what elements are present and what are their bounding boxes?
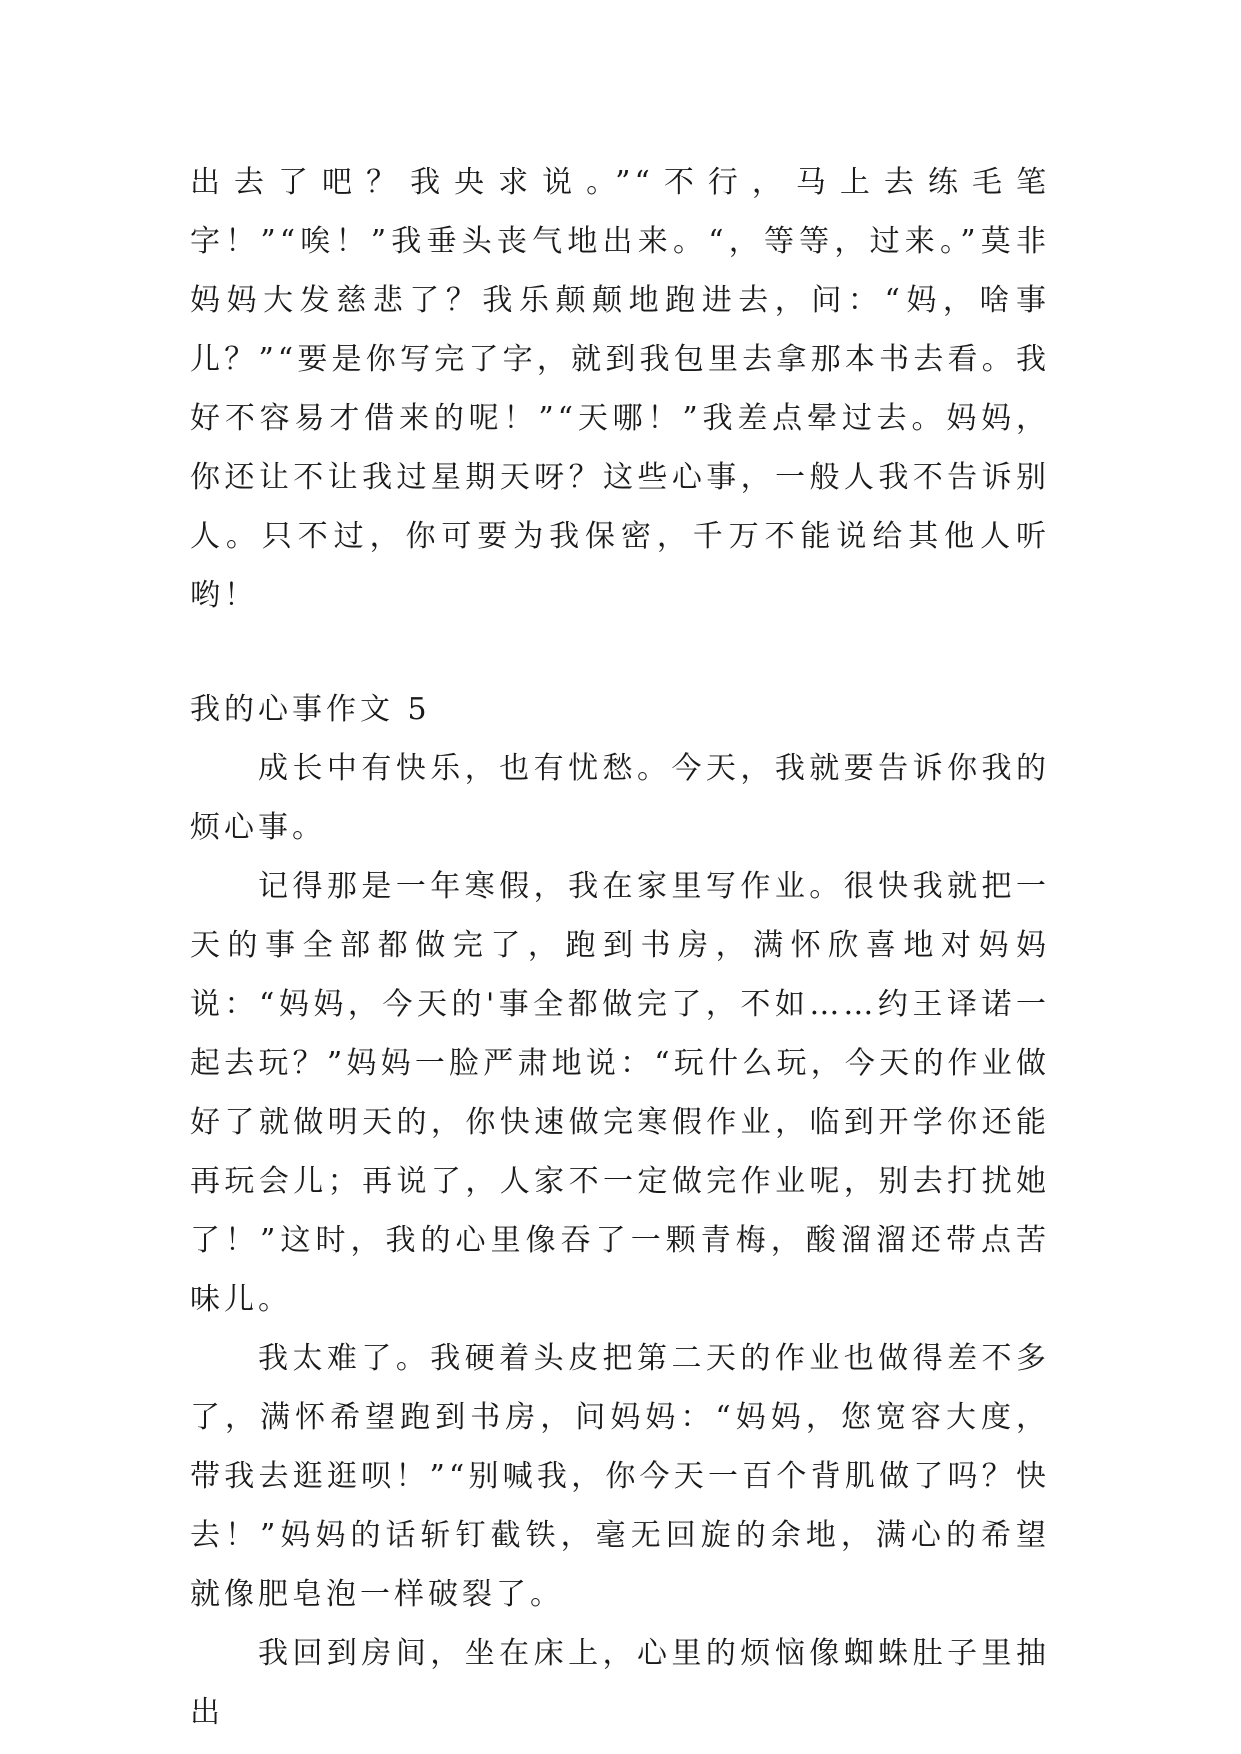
paragraph: 记得那是一年寒假，我在家里写作业。很快我就把一天的事全部都做完了，跑到书房，满怀欣喜地对妈妈说：“妈妈，今天的'事全都做完了，不如……约王译诺一起去玩？”妈妈一脸严肃地说：“玩什么玩，今天的作业做好了就做明天的，你快速做完寒假作业，临到开学你还能再玩会儿；再说了，人家不一定做完作业呢，别去打扰她了！”这时，我的心里像吞了一颗青梅，酸溜溜还带点苦味儿。 <box>190 869 1050 1317</box>
paragraph: 我太难了。我硬着头皮把第二天的作业也做得差不多了，满怀希望跑到书房，问妈妈：“妈妈，您宽容大度，带我去逛逛呗！”“别喊我，你今天一百个背肌做了吗？快去！”妈妈的话斩钉截铁，毫无回旋的余地，满心的希望就像肥皂泡一样破裂了。 <box>190 1341 1050 1612</box>
section-title: 我的心事作文 5 <box>190 692 431 727</box>
intro-paragraph: 出去了吧？我央求说。”“不行，马上去练毛笔字！”“唉！”我垂头丧气地出来。“，等等，过来。”莫非妈妈大发慈悲了？我乐颠颠地跑进去，问：“妈，啥事儿？”“要是你写完了字，就到我包里去拿那本书去看。我好不容易才借来的呢！”“天哪！”我差点晕过去。妈妈，你还让不让我过星期天呀？这些心事，一般人我不告诉别人。只不过，你可要为我保密，千万不能说给其他人听哟！ <box>190 165 1050 613</box>
paragraph: 我回到房间，坐在床上，心里的烦恼像蜘蛛肚子里抽出 <box>190 1636 1050 1730</box>
document-body <box>190 153 1050 1742</box>
paragraph: 成长中有快乐，也有忧愁。今天，我就要告诉你我的烦心事。 <box>190 751 1050 845</box>
